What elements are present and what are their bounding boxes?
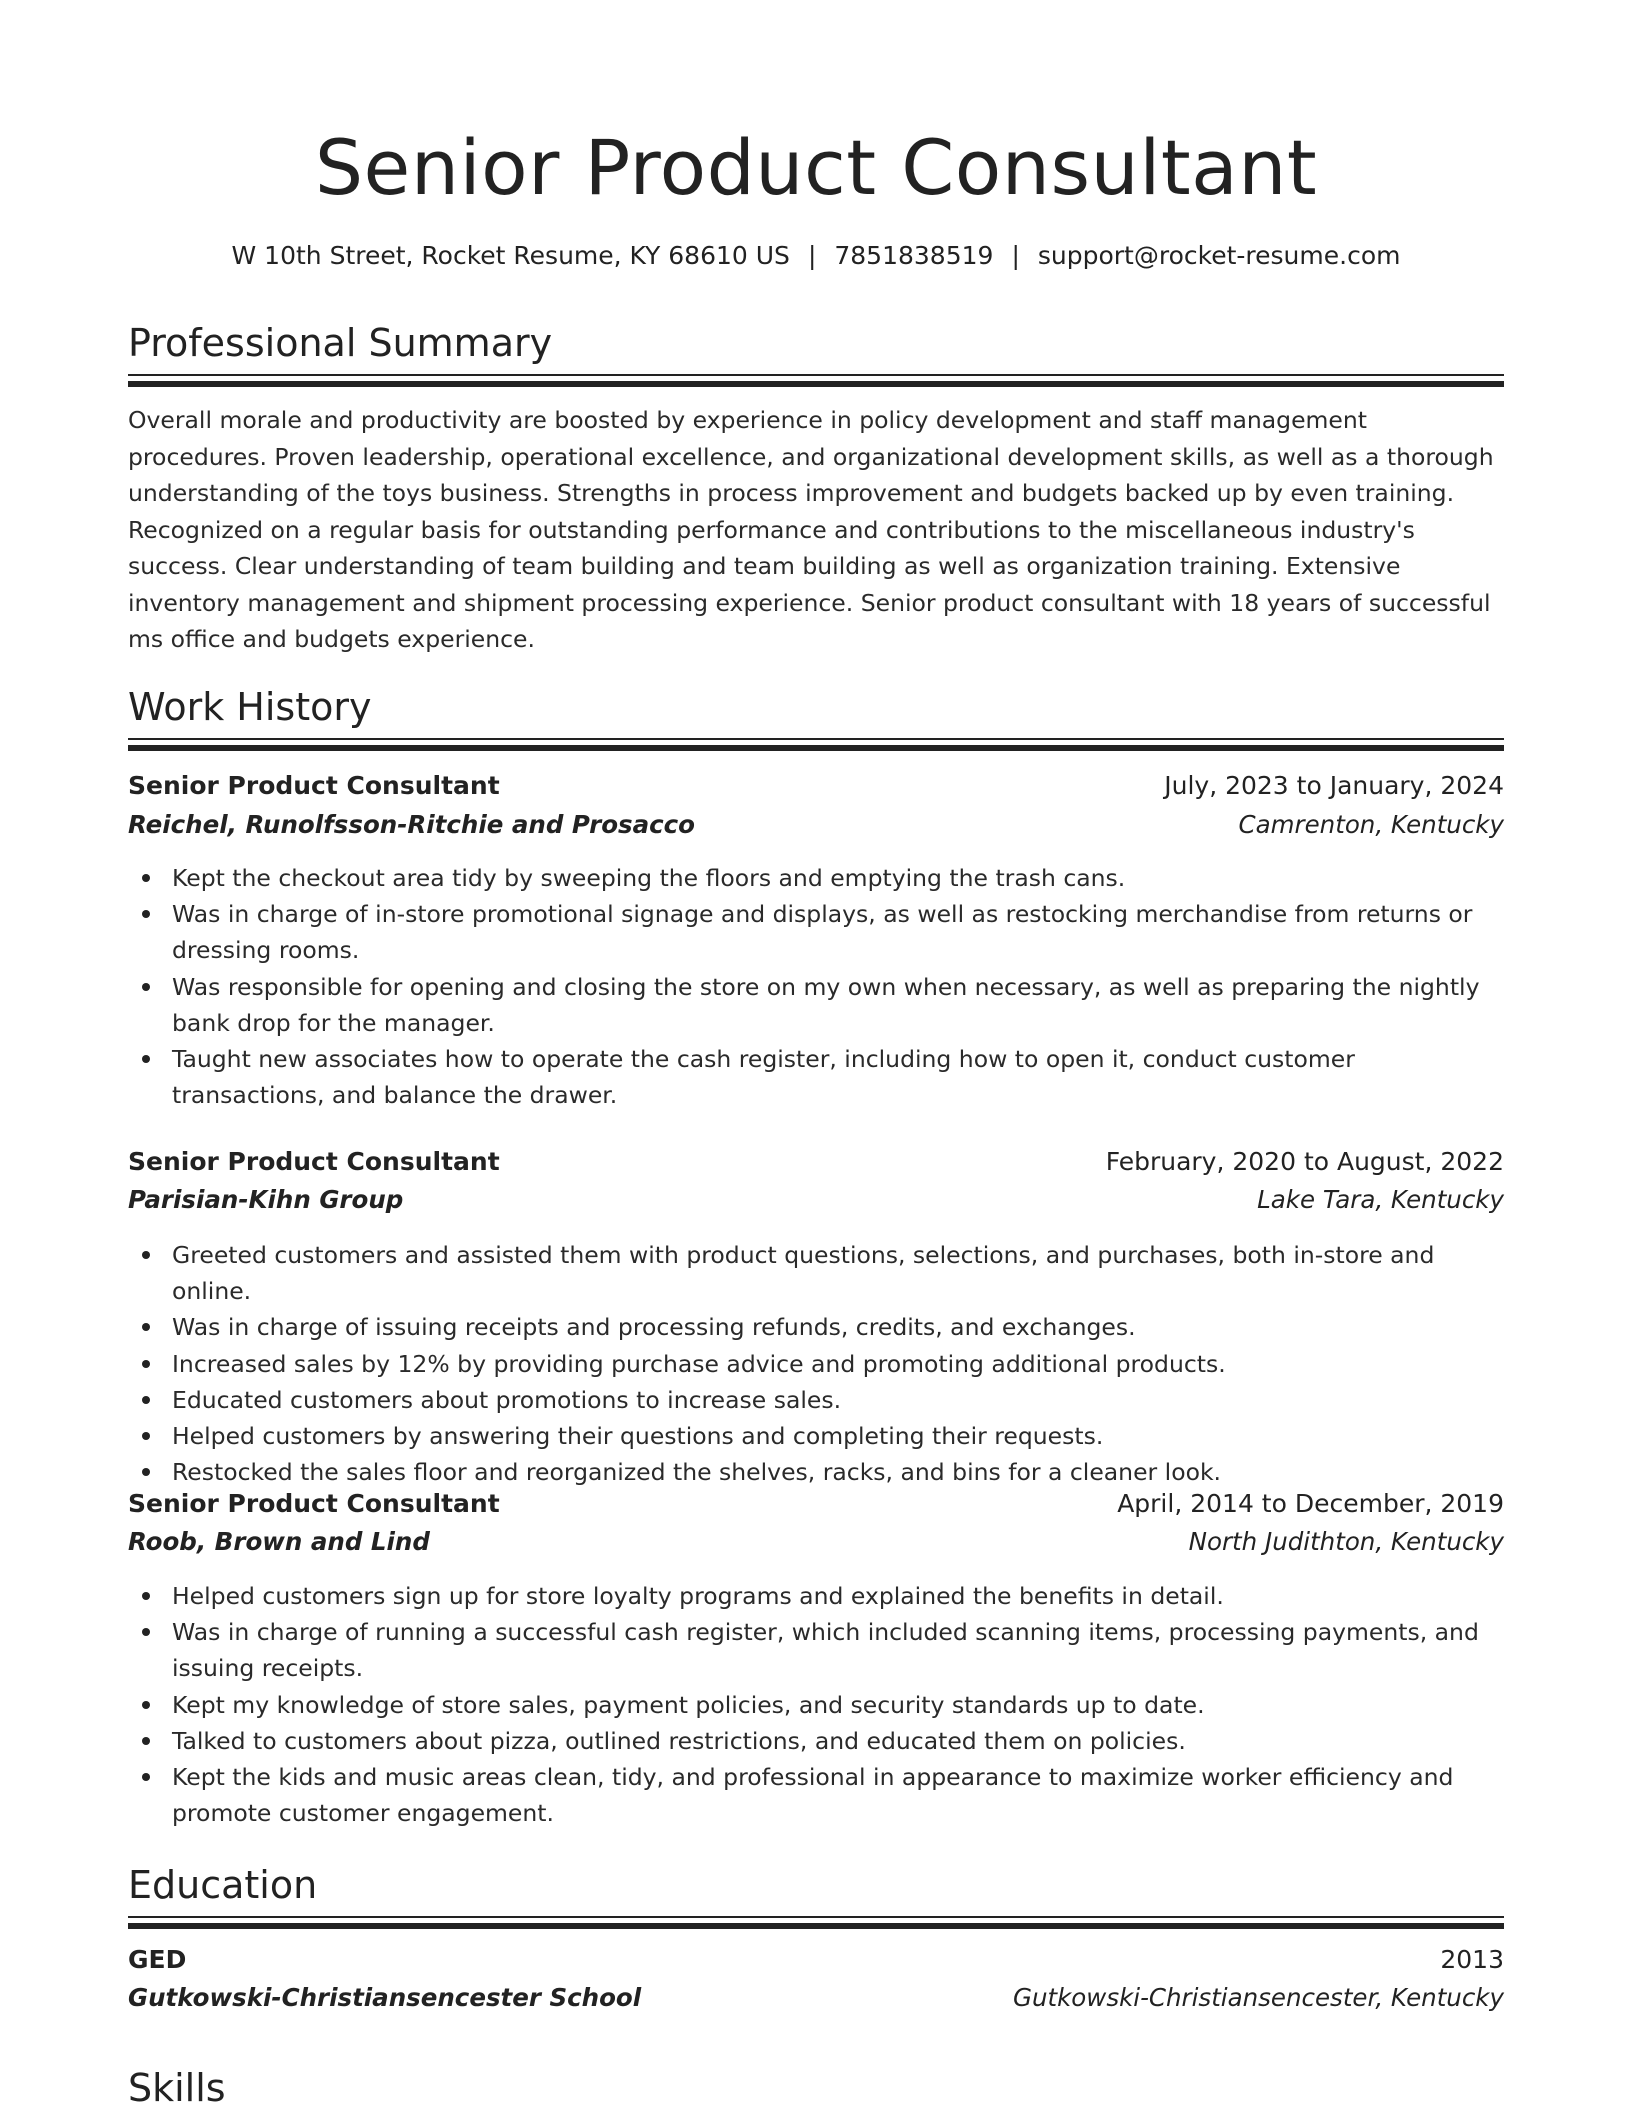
section-heading-skills: Skills xyxy=(128,2066,226,2110)
job-title: Senior Product Consultant xyxy=(128,771,500,800)
list-item: Kept the kids and music areas clean, tidy, and professional in appearance to maximize worker efficiency and promote customer engagement. xyxy=(172,1759,1504,1831)
section-divider xyxy=(128,1916,1504,1930)
job-location: North Judithton, Kentucky xyxy=(1188,1527,1504,1556)
job-location: Camrenton, Kentucky xyxy=(1238,810,1504,839)
list-item: Kept the checkout area tidy by sweeping the floors and emptying the trash cans. xyxy=(172,860,1504,896)
section-heading-education: Education xyxy=(128,1863,318,1907)
job-bullets xyxy=(128,860,1504,1113)
contact-phone: 7851838519 xyxy=(834,241,994,270)
job-header xyxy=(128,768,1504,804)
education-location: Gutkowski-Christiansencester, Kentucky xyxy=(1012,1983,1504,2012)
job-header xyxy=(128,1144,1504,1180)
education-year: 2013 xyxy=(1440,1945,1504,1974)
job-bullets xyxy=(128,1237,1504,1490)
section-divider xyxy=(128,374,1504,388)
section-heading-summary: Professional Summary xyxy=(128,321,553,365)
list-item: Greeted customers and assisted them with product questions, selections, and purchases, both in-store and online. xyxy=(172,1237,1504,1309)
list-item: Restocked the sales floor and reorganized the shelves, racks, and bins for a cleaner look. xyxy=(172,1454,1504,1490)
job-location: Lake Tara, Kentucky xyxy=(1257,1185,1504,1214)
job-header xyxy=(128,1486,1504,1522)
job-title: Senior Product Consultant xyxy=(128,1489,500,1518)
contact-separator: | xyxy=(807,241,817,270)
list-item: Was in charge of running a successful cash register, which included scanning items, processing payments, and issuing receipts. xyxy=(172,1614,1504,1686)
education-school: Gutkowski-Christiansencester School xyxy=(128,1983,642,2012)
job-dates: July, 2023 to January, 2024 xyxy=(1164,771,1504,800)
list-item: Was in charge of in-store promotional signage and displays, as well as restocking merchandise from returns or dressing rooms. xyxy=(172,896,1504,968)
contact-email: support@rocket-resume.com xyxy=(1037,241,1401,270)
job-subheader xyxy=(128,1524,1504,1560)
job-dates: April, 2014 to December, 2019 xyxy=(1117,1489,1504,1518)
list-item: Helped customers by answering their questions and completing their requests. xyxy=(172,1418,1504,1454)
summary-text: Overall morale and productivity are boosted by experience in policy development and staff management procedures. Proven leadership, operational excellence, and organizational development skills, as well as a thorough understanding of the toys business. Strengths in process improvement and budgets backed up by even training. Recognized on a regular basis for outstanding performance and contributions to the miscellaneous industry's success. Clear understanding of team building and team building as well as organization training. Extensive inventory management and shipment processing experience. Senior product consultant with 18 years of successful ms office and budgets experience. xyxy=(128,406,1494,653)
education-subheader xyxy=(128,1980,1504,2016)
job-title: Senior Product Consultant xyxy=(128,1147,500,1176)
list-item: Kept my knowledge of store sales, payment policies, and security standards up to date. xyxy=(172,1687,1504,1723)
list-item: Talked to customers about pizza, outlined restrictions, and educated them on policies. xyxy=(172,1723,1504,1759)
resume-title: Senior Product Consultant xyxy=(314,123,1318,212)
job-bullets xyxy=(128,1578,1504,1831)
contact-address: W 10th Street, Rocket Resume, KY 68610 US xyxy=(231,241,790,270)
job-company: Parisian-Kihn Group xyxy=(128,1185,404,1214)
section-heading-work: Work History xyxy=(128,685,372,729)
list-item: Taught new associates how to operate the cash register, including how to open it, conduct customer transactions, and balance the drawer. xyxy=(172,1041,1504,1113)
contact-line xyxy=(128,238,1504,274)
job-company: Reichel, Runolfsson-Ritchie and Prosacco xyxy=(128,810,696,839)
job-dates: February, 2020 to August, 2022 xyxy=(1105,1147,1504,1176)
education-degree: GED xyxy=(128,1945,187,1974)
list-item: Helped customers sign up for store loyalty programs and explained the benefits in detail. xyxy=(172,1578,1504,1614)
list-item: Was responsible for opening and closing the store on my own when necessary, as well as preparing the nightly bank drop for the manager. xyxy=(172,969,1504,1041)
job-subheader xyxy=(128,807,1504,843)
education-header xyxy=(128,1942,1504,1978)
job-company: Roob, Brown and Lind xyxy=(128,1527,430,1556)
section-divider xyxy=(128,738,1504,752)
list-item: Was in charge of issuing receipts and processing refunds, credits, and exchanges. xyxy=(172,1309,1504,1345)
list-item: Increased sales by 12% by providing purchase advice and promoting additional products. xyxy=(172,1346,1504,1382)
contact-separator: | xyxy=(1011,241,1020,270)
job-subheader xyxy=(128,1182,1504,1218)
list-item: Educated customers about promotions to increase sales. xyxy=(172,1382,1504,1418)
